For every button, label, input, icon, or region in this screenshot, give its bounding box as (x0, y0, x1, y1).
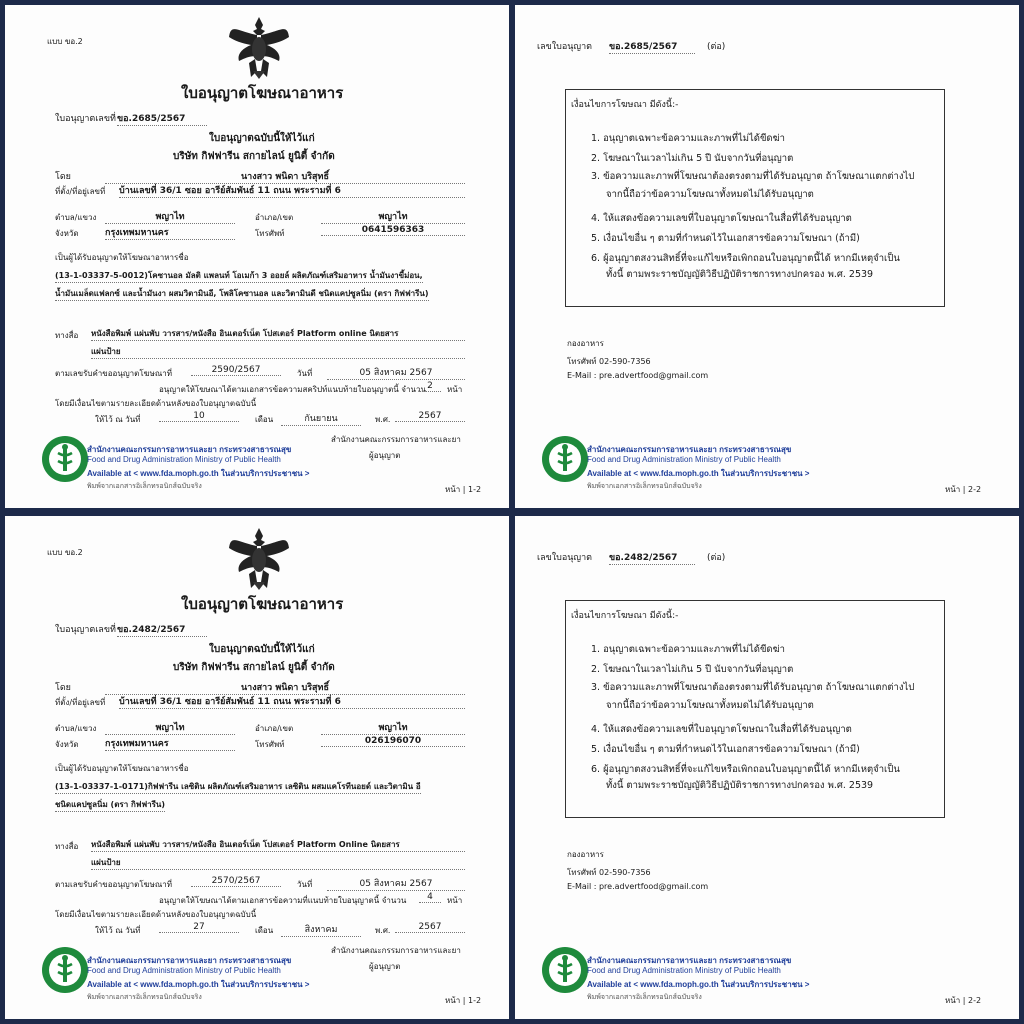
garuda-emblem-icon (227, 15, 291, 81)
address-label: ที่ตั้ง/ที่อยู่เลขที่ (55, 187, 106, 196)
division-email: E-Mail : pre.advertfood@gmail.com (567, 882, 709, 891)
back-license-number: ขอ.2685/2567 (609, 39, 695, 54)
form-code: แบบ ขอ.2 (47, 548, 83, 557)
document-title: ใบอนุญาตโฆษณาอาหาร (181, 84, 344, 102)
channel-label: ทางสื่อ (55, 842, 79, 851)
product-intro: เป็นผู้ได้รับอนุญาตให้โฆษณาอาหารชื่อ (55, 253, 189, 262)
condition-item: 1. อนุญาตเฉพาะข้อความและภาพที่ไม่ได้ขีดฆ่า (591, 644, 785, 655)
month-label: เดือน (255, 926, 274, 935)
condition-item: 1. อนุญาตเฉพาะข้อความและภาพที่ไม่ได้ขีดฆ่า (591, 133, 785, 144)
product-name-line1: (13-1-03337-5-0012)โคซานอล มัลติ แพลนท์ โอเมก้า 3 ออยล์ ผลิตภัณฑ์เสริมอาหาร น้ำมันงาขี้ม่อน, (55, 269, 423, 283)
back-license-label: เลขใบอนุญาต (537, 42, 592, 52)
fda-logo-icon (541, 435, 589, 483)
subdistrict-value: พญาไท (105, 209, 235, 224)
conditions-heading: เงื่อนไขการโฆษณา มีดังนี้:- (571, 611, 679, 621)
printed-note: พิมพ์จากเอกสารอิเล็กทรอนิกส์ฉบับจริง (587, 993, 702, 1001)
address-value: บ้านเลขที่ 36/1 ซอย อารีย์สัมพันธ์ 11 ถนน พระรามที่ 6 (119, 694, 465, 709)
printed-note: พิมพ์จากเอกสารอิเล็กทรอนิกส์ฉบับจริง (587, 482, 702, 490)
year-label: พ.ศ. (375, 415, 391, 424)
document-title: ใบอนุญาตโฆษณาอาหาร (181, 595, 344, 613)
attachment-count: 4 (419, 892, 441, 903)
district-value: พญาไท (321, 209, 465, 224)
printed-note: พิมพ์จากเอกสารอิเล็กทรอนิกส์ฉบับจริง (87, 993, 202, 1001)
request-label: ตามเลขรับคำขออนุญาตโฆษณาที่ (55, 880, 173, 889)
attachment-count: 2 (419, 381, 441, 392)
request-date: 05 สิงหาคม 2567 (327, 365, 465, 380)
attachment-unit: หน้า (447, 896, 463, 905)
continued-marker: (ต่อ) (707, 42, 726, 52)
year-label: พ.ศ. (375, 926, 391, 935)
phone-label: โทรศัพท์ (255, 229, 285, 238)
attachment-text: อนุญาตให้โฆษณาได้ตามเอกสารข้อความที่แนบท้ายใบอนุญาตนี้ จำนวน (159, 896, 407, 905)
channel-line2: แผ่นป้าย (91, 856, 465, 870)
product-intro: เป็นผู้ได้รับอนุญาตให้โฆษณาอาหารชื่อ (55, 764, 189, 773)
license-back-page-2 (515, 516, 1019, 1019)
condition-item: จากนี้ถือว่าข้อความโฆษณาทั้งหมดไม่ได้รับอนุญาต (606, 189, 814, 200)
given-date-label: ให้ไว้ ณ วันที่ (95, 926, 141, 935)
back-page-number: หน้า | 2-2 (945, 485, 982, 494)
province-value: กรุงเทพมหานคร (105, 736, 235, 751)
by-label: โดย (55, 683, 71, 693)
subdistrict-value: พญาไท (105, 720, 235, 735)
given-day: 10 (159, 411, 239, 422)
request-date-label: วันที่ (297, 369, 313, 378)
agency-website[interactable]: Available at < www.fda.moph.go.th ในส่วนบริการประชาชน > (587, 980, 810, 989)
province-label: จังหวัด (55, 740, 79, 749)
representative-name: นางสาว พนิดา บริสุทธิ์ (105, 680, 465, 695)
representative-name: นางสาว พนิดา บริสุทธิ์ (105, 169, 465, 184)
form-code: แบบ ขอ.2 (47, 37, 83, 46)
back-license-label: เลขใบอนุญาต (537, 553, 592, 563)
agency-name-en: Food and Drug Administration Ministry of Public Health (87, 455, 281, 464)
channel-line1: หนังสือพิมพ์ แผ่นพับ วารสาร/หนังสือ อินเตอร์เน็ต โปสเตอร์ Platform Online นิตยสาร (91, 838, 465, 852)
given-year: 2567 (395, 411, 465, 422)
agency-name-th: สำนักงานคณะกรรมการอาหารและยา กระทรวงสาธารณสุข (587, 956, 792, 965)
license-number: ขอ.2685/2567 (117, 111, 207, 126)
condition-item: 2. โฆษณาในเวลาไม่เกิน 5 ปี นับจากวันที่อนุญาต (591, 664, 794, 675)
address-value: บ้านเลขที่ 36/1 ซอย อารีย์สัมพันธ์ 11 ถนน พระรามที่ 6 (119, 183, 465, 198)
request-number: 2590/2567 (191, 365, 281, 376)
phone-value: 0641596363 (321, 225, 465, 236)
division-name: กองอาหาร (567, 850, 604, 859)
given-month: กันยายน (281, 411, 361, 426)
page-number: หน้า | 1-2 (445, 485, 482, 494)
condition-item: 5. เงื่อนไขอื่น ๆ ตามที่กำหนดไว้ในเอกสารข้อความโฆษณา (ถ้ามี) (591, 233, 860, 244)
condition-item: จากนี้ถือว่าข้อความโฆษณาทั้งหมดไม่ได้รับอนุญาต (606, 700, 814, 711)
page-number: หน้า | 1-2 (445, 996, 482, 1005)
agency-website[interactable]: Available at < www.fda.moph.go.th ในส่วนบริการประชาชน > (87, 980, 310, 989)
address-label: ที่ตั้ง/ที่อยู่เลขที่ (55, 698, 106, 707)
product-name-line1: (13-1-03337-1-0171)กิฟฟารีน เลซิติน ผลิตภัณฑ์เสริมอาหาร เลซิติน ผสมแคโรทีนอยด์ และวิตามิน อี (55, 780, 421, 794)
condition-item: 3. ข้อความและภาพที่โฆษณาต้องตรงตามที่ได้รับอนุญาต ถ้าโฆษณาแตกต่างไป (591, 171, 915, 182)
given-date-label: ให้ไว้ ณ วันที่ (95, 415, 141, 424)
condition-item: 4. ให้แสดงข้อความเลขที่ใบอนุญาตโฆษณาในสื่อที่ได้รับอนุญาต (591, 724, 852, 735)
agency-name-en: Food and Drug Administration Ministry of Public Health (587, 966, 781, 975)
province-value: กรุงเทพมหานคร (105, 225, 235, 240)
district-label: อำเภอ/เขต (255, 724, 294, 733)
condition-item: 4. ให้แสดงข้อความเลขที่ใบอนุญาตโฆษณาในสื่อที่ได้รับอนุญาต (591, 213, 852, 224)
agency-website[interactable]: Available at < www.fda.moph.go.th ในส่วนบริการประชาชน > (587, 469, 810, 478)
continued-marker: (ต่อ) (707, 553, 726, 563)
province-label: จังหวัด (55, 229, 79, 238)
given-year: 2567 (395, 922, 465, 933)
given-day: 27 (159, 922, 239, 933)
attachment-unit: หน้า (447, 385, 463, 394)
licensor-title: ผู้อนุญาต (369, 451, 401, 460)
conditions-heading: เงื่อนไขการโฆษณา มีดังนี้:- (571, 100, 679, 110)
license-label: ใบอนุญาตเลขที่ (55, 114, 116, 124)
condition-reference: โดยมีเงื่อนไขตามรายละเอียดด้านหลังของใบอนุญาตฉบับนี้ (55, 910, 257, 919)
back-license-number: ขอ.2482/2567 (609, 550, 695, 565)
attachment-text: อนุญาตให้โฆษณาได้ตามเอกสารข้อความสคริปท์แนบท้ายใบอนุญาตนี้ จำนวน (159, 385, 426, 394)
condition-item: 3. ข้อความและภาพที่โฆษณาต้องตรงตามที่ได้รับอนุญาต ถ้าโฆษณาแตกต่างไป (591, 682, 915, 693)
company-name: บริษัท กิฟฟารีน สกายไลน์ ยูนิตี้ จำกัด (173, 151, 335, 162)
given-month: สิงหาคม (281, 922, 361, 937)
agency-name-th: สำนักงานคณะกรรมการอาหารและยา กระทรวงสาธารณสุข (587, 445, 792, 454)
district-label: อำเภอ/เขต (255, 213, 294, 222)
agency-name-th: สำนักงานคณะกรรมการอาหารและยา กระทรวงสาธารณสุข (87, 956, 292, 965)
issuing-authority: สำนักงานคณะกรรมการอาหารและยา (331, 946, 461, 955)
division-name: กองอาหาร (567, 339, 604, 348)
agency-name-th: สำนักงานคณะกรรมการอาหารและยา กระทรวงสาธารณสุข (87, 445, 292, 454)
fda-logo-icon (41, 435, 89, 483)
phone-value: 026196070 (321, 736, 465, 747)
division-phone: โทรศัพท์ 02-590-7356 (567, 357, 651, 366)
issued-to-heading: ใบอนุญาตฉบับนี้ให้ไว้แก่ (209, 133, 315, 144)
condition-item: 6. ผู้อนุญาตสงวนสิทธิ์ที่จะแก้ไขหรือเพิกถอนใบอนุญาตนี้ได้ หากมีเหตุจำเป็น (591, 764, 900, 775)
district-value: พญาไท (321, 720, 465, 735)
license-front-page-2 (5, 516, 509, 1019)
channel-line2: แผ่นป้าย (91, 345, 465, 359)
division-phone: โทรศัพท์ 02-590-7356 (567, 868, 651, 877)
issued-to-heading: ใบอนุญาตฉบับนี้ให้ไว้แก่ (209, 644, 315, 655)
division-email: E-Mail : pre.advertfood@gmail.com (567, 371, 709, 380)
by-label: โดย (55, 172, 71, 182)
license-back-page-1 (515, 5, 1019, 508)
agency-website[interactable]: Available at < www.fda.moph.go.th ในส่วนบริการประชาชน > (87, 469, 310, 478)
request-label: ตามเลขรับคำขออนุญาตโฆษณาที่ (55, 369, 173, 378)
subdistrict-label: ตำบล/แขวง (55, 724, 97, 733)
channel-label: ทางสื่อ (55, 331, 79, 340)
request-number: 2570/2567 (191, 876, 281, 887)
fda-logo-icon (41, 946, 89, 994)
condition-item: 6. ผู้อนุญาตสงวนสิทธิ์ที่จะแก้ไขหรือเพิกถอนใบอนุญาตนี้ได้ หากมีเหตุจำเป็น (591, 253, 900, 264)
request-date-label: วันที่ (297, 880, 313, 889)
issuing-authority: สำนักงานคณะกรรมการอาหารและยา (331, 435, 461, 444)
license-number: ขอ.2482/2567 (117, 622, 207, 637)
condition-item: ทั้งนี้ ตามพระราชบัญญัติวิธีปฏิบัติราชการทางปกครอง พ.ศ. 2539 (606, 780, 874, 791)
month-label: เดือน (255, 415, 274, 424)
fda-logo-icon (541, 946, 589, 994)
company-name: บริษัท กิฟฟารีน สกายไลน์ ยูนิตี้ จำกัด (173, 662, 335, 673)
back-page-number: หน้า | 2-2 (945, 996, 982, 1005)
channel-line1: หนังสือพิมพ์ แผ่นพับ วารสาร/หนังสือ อินเตอร์เน็ต โปสเตอร์ Platform online นิตยสาร (91, 327, 465, 341)
agency-name-en: Food and Drug Administration Ministry of Public Health (87, 966, 281, 975)
license-front-page-1 (5, 5, 509, 508)
agency-name-en: Food and Drug Administration Ministry of Public Health (587, 455, 781, 464)
product-name-line2: น้ำมันเมล็ดแฟลกซ์ และน้ำมันงา ผสมวิตามินอี, โพลิโคซานอล และวิตามินดี ชนิดแคปซูลนิ่ม (ตรา กิฟฟารีน) (55, 287, 429, 301)
printed-note: พิมพ์จากเอกสารอิเล็กทรอนิกส์ฉบับจริง (87, 482, 202, 490)
licensor-title: ผู้อนุญาต (369, 962, 401, 971)
subdistrict-label: ตำบล/แขวง (55, 213, 97, 222)
condition-item: 2. โฆษณาในเวลาไม่เกิน 5 ปี นับจากวันที่อนุญาต (591, 153, 794, 164)
condition-item: 5. เงื่อนไขอื่น ๆ ตามที่กำหนดไว้ในเอกสารข้อความโฆษณา (ถ้ามี) (591, 744, 860, 755)
product-name-line2: ชนิดแคปซูลนิ่ม (ตรา กิฟฟารีน) (55, 798, 165, 812)
phone-label: โทรศัพท์ (255, 740, 285, 749)
condition-item: ทั้งนี้ ตามพระราชบัญญัติวิธีปฏิบัติราชการทางปกครอง พ.ศ. 2539 (606, 269, 874, 280)
request-date: 05 สิงหาคม 2567 (327, 876, 465, 891)
garuda-emblem-icon (227, 526, 291, 592)
license-label: ใบอนุญาตเลขที่ (55, 625, 116, 635)
condition-reference: โดยมีเงื่อนไขตามรายละเอียดด้านหลังของใบอนุญาตฉบับนี้ (55, 399, 257, 408)
